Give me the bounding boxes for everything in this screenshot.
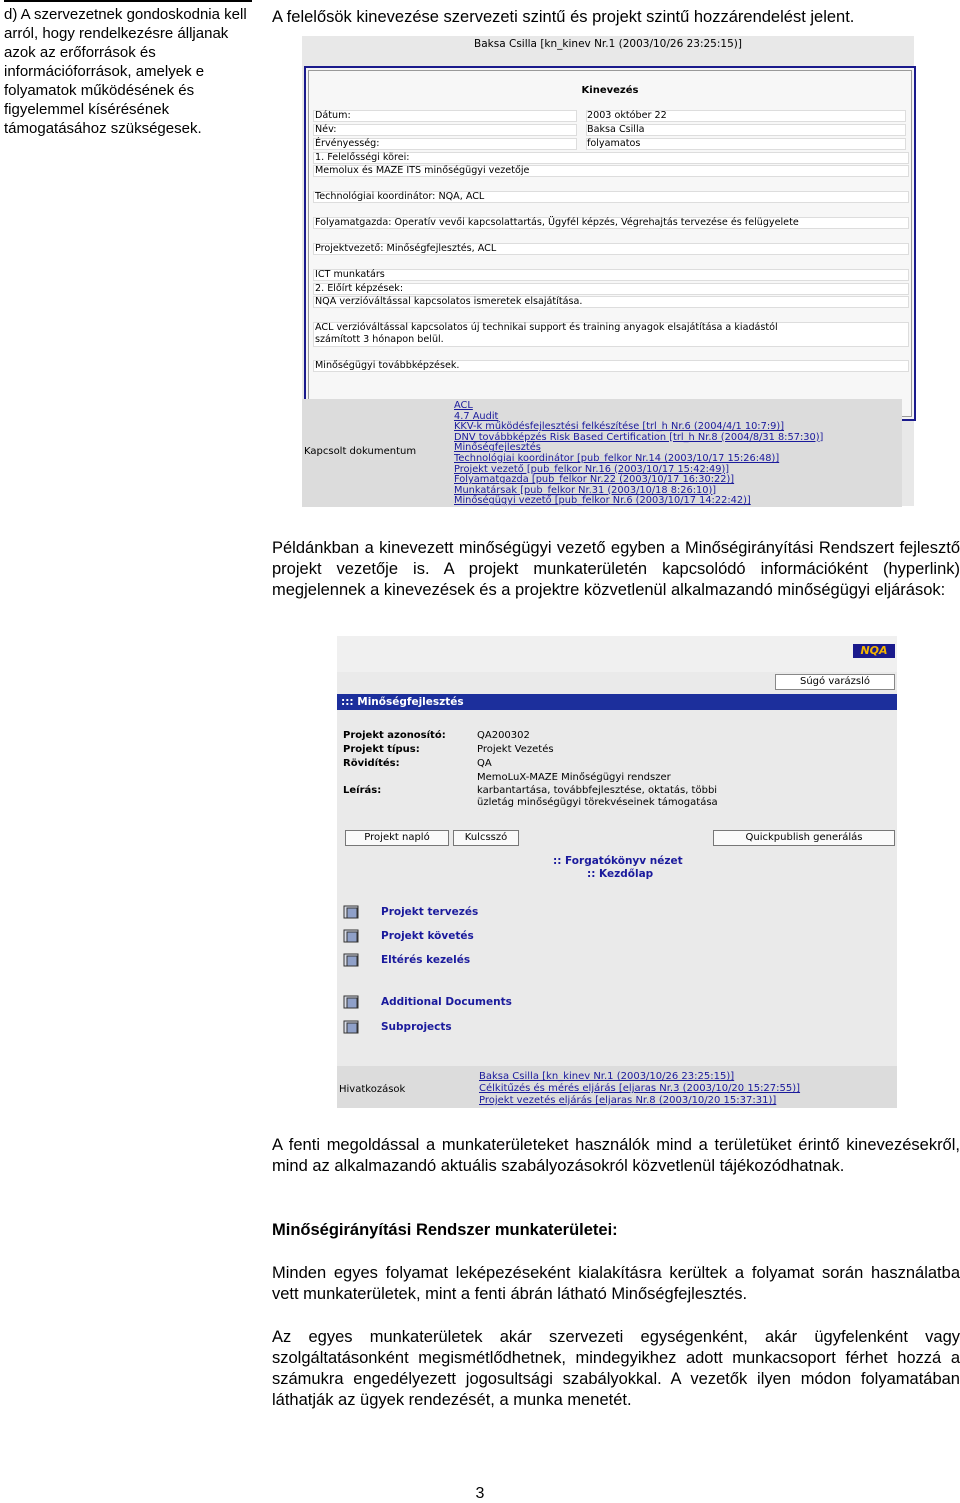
field-value-validity: folyamatos — [587, 138, 641, 149]
linked-document-link[interactable]: Folyamatgazda [pub_felkor Nr.22 (2003/10/17 16:30:22)] — [454, 474, 735, 486]
prop-label: Leírás: — [343, 785, 382, 796]
nqa-logo: NQA — [853, 644, 895, 658]
scenario-view-link[interactable]: :: Forgatókönyv nézet — [553, 855, 683, 867]
form-line: Folyamatgazda: Operatív vevői kapcsolattartás, Ügyfél képzés, Végrehajtás tervezése és felügyelete — [315, 217, 799, 228]
form-line: Technológiai koordinátor: NQA, ACL — [315, 191, 485, 202]
linked-document-link[interactable]: Technológiai koordinátor [pub_felkor Nr.14 (2003/10/17 15:26:48)] — [454, 452, 780, 464]
field-label-name: Név: — [315, 124, 337, 135]
sidebar-text: d) A szervezetnek gondoskodnia kell arról, hogy rendelkezésre álljanak azok az erőforrások és információforrások, amelyek e folyamatok működésének és figyelemmel kísérésének támogatásához szükségesek. — [4, 6, 247, 137]
help-wizard-button[interactable]: Súgó varázsló — [775, 674, 895, 690]
access-paragraph: Az egyes munkaterületek akár szervezeti egységenként, akár ügyfelenként vagy szolgáltatásonként megismétlődhetnek, mindegyikhez adott munkacsoport férhet hozzá a számukra engedélyezett jogosultsági szabályokkal. A vezetők ilyen módon folyamatában láthatják az ügyek rendezését, a munka menetét. — [272, 1328, 960, 1409]
workspace-screenshot: NQA Súgó varázsló ::: Minőségfejlesztés Projekt azonosító: QA200302 Projekt típus: Projekt Vezetés Rövidítés: QA MemoLuX-MAZE Minőségügyi rendszer Leírás: karbantartása, továbbfejlesztése, oktatás, többi üzletág minőségügyi törekvéseinek támogatása Projekt napló Kulcsszó Quickpublish generálás :: Forgatókönyv nézet :: Kezdőlap Projekt tervezés Projekt követés Eltérés kezelés Additional Documents Subprojects Hivatkozások Baksa Csilla [kn_kinev Nr.1 (2003/10/26 23:25:15)] Célkitűzés és mérés eljárás [eljaras Nr.3 (2003/10/20 15:27:55)] Projekt vezetés eljárás [eljaras Nr.8 (2003/10/20 15:37:31)] — [337, 636, 897, 1108]
prop-value: QA200302 — [477, 730, 530, 741]
home-link[interactable]: :: Kezdőlap — [587, 868, 654, 880]
references-label: Hivatkozások — [339, 1084, 406, 1095]
prop-label: Projekt azonosító: — [343, 730, 446, 741]
field-value-date: 2003 október 22 — [587, 110, 667, 121]
prop-label: Rövidítés: — [343, 758, 400, 769]
prop-value: MemoLuX-MAZE Minőségügyi rendszer — [477, 772, 671, 783]
field-value-name: Baksa Csilla — [587, 124, 645, 135]
references-panel — [337, 1066, 897, 1108]
linked-documents-panel — [302, 399, 902, 507]
quickpublish-button[interactable]: Quickpublish generálás — [713, 830, 895, 846]
form-line: ICT munkatárs — [315, 269, 385, 280]
intro-paragraph: A felelősök kinevezése szervezeti szintű és projekt szintű hozzárendelést jelent. — [272, 8, 855, 26]
linked-document-link[interactable]: KKV-k működésfejlesztési felkészítése [trl_h Nr.6 (2004/4/1 10:7:9)] — [454, 421, 785, 433]
workspace-title-bar: ::: Minőségfejlesztés — [337, 694, 897, 710]
sidebar-rule — [4, 0, 252, 2]
page-number: 3 — [475, 1485, 485, 1502]
appointment-heading: Kinevezés — [581, 85, 639, 96]
reference-link[interactable]: Projekt vezetés eljárás [eljaras Nr.8 (2003/10/20 15:37:31)] — [479, 1095, 777, 1106]
example-paragraph: Példánkban a kinevezett minőségügyi vezető egyben a Minőségirányítási Rendszert fejlesztő projekt vezetője is. A projekt munkaterületén kapcsolódó információként (hyperlink) megjelennek a kinevezések és a projektre közvetlenül alkalmazandó minőségügyi eljárások: — [272, 539, 960, 599]
workspaces-paragraph: Minden egyes folyamat leképezéseként kialakításra kerültek a folyamat során használatba vett munkaterületek, mint a fenti ábrán látható Minőségfejlesztés. — [272, 1264, 960, 1303]
document-folder-icon — [343, 952, 361, 968]
linked-document-link[interactable]: DNV továbbképzés Risk Based Certification [trl_h Nr.8 (2004/8/31 8:57:30)] — [454, 431, 824, 443]
linked-document-link[interactable]: ACL — [454, 400, 473, 411]
appointment-screenshot — [302, 36, 914, 506]
prop-label: Projekt típus: — [343, 744, 420, 755]
reference-link[interactable]: Célkitűzés és mérés eljárás [eljaras Nr.3 (2003/10/20 15:27:55)] — [479, 1083, 801, 1094]
field-label-validity: Érvényesség: — [315, 138, 380, 149]
linked-document-link[interactable]: Minőségügyi vezető [pub_felkor Nr.6 (2003/10/17 14:22:42)] — [454, 495, 751, 507]
solution-paragraph: A fenti megoldással a munkaterületeket használók mind a területüket érintő kinevezésekről, mind az alkalmazandó aktuális szabályozásokról közvetlenül tájékozódhatnak. — [272, 1136, 960, 1175]
keyword-button[interactable]: Kulcsszó — [453, 830, 519, 846]
document-folder-icon — [343, 928, 361, 944]
reference-link[interactable]: Baksa Csilla [kn_kinev Nr.1 (2003/10/26 23:25:15)] — [479, 1071, 735, 1082]
form-line: Minőségügyi továbbképzések. — [315, 360, 460, 371]
form-line: ACL verzióváltással kapcsolatos új technikai support és training anyagok elsajátítása a kiadástól — [315, 322, 778, 333]
document-folder-icon — [343, 994, 361, 1010]
appointment-form — [304, 66, 916, 421]
linked-document-link[interactable]: 4.7 Audit — [454, 410, 499, 422]
section-heading: Minőségirányítási Rendszer munkaterületei: — [272, 1221, 618, 1239]
form-line: Projektvezető: Minőségfejlesztés, ACL — [315, 243, 497, 254]
form-line: 2. Előírt képzések: — [315, 283, 404, 294]
appointment-window-title: Baksa Csilla [kn_kinev Nr.1 (2003/10/26 23:25:15)] — [474, 38, 742, 50]
prop-value: üzletág minőségügyi törekvéseinek támogatása — [477, 797, 718, 808]
linked-document-link[interactable]: Projekt vezető [pub_felkor Nr.16 (2003/10/17 15:42:49)] — [454, 463, 730, 475]
form-line: számított 3 hónapon belül. — [315, 334, 444, 345]
linked-documents-label: Kapcsolt dokumentum — [304, 446, 417, 457]
form-line: NQA verzióváltással kapcsolatos ismeretek elsajátítása. — [315, 296, 583, 307]
form-line: Memolux és MAZE ITS minőségügyi vezetője — [315, 165, 530, 176]
prop-value: karbantartása, továbbfejlesztése, oktatás, többi — [477, 785, 718, 796]
form-line: 1. Felelősségi körei: — [315, 152, 410, 163]
prop-value: QA — [477, 758, 492, 769]
project-log-button[interactable]: Projekt napló — [345, 830, 449, 846]
field-label-date: Dátum: — [315, 110, 351, 121]
sidebar-note — [4, 0, 252, 138]
linked-document-link[interactable]: Munkatársak [pub_felkor Nr.31 (2003/10/18 8:26:10)] — [454, 484, 717, 496]
document-folder-icon — [343, 1019, 361, 1035]
prop-value: Projekt Vezetés — [477, 744, 554, 755]
document-folder-icon — [343, 904, 361, 920]
linked-document-link[interactable]: Minőségfejlesztés — [454, 442, 541, 454]
